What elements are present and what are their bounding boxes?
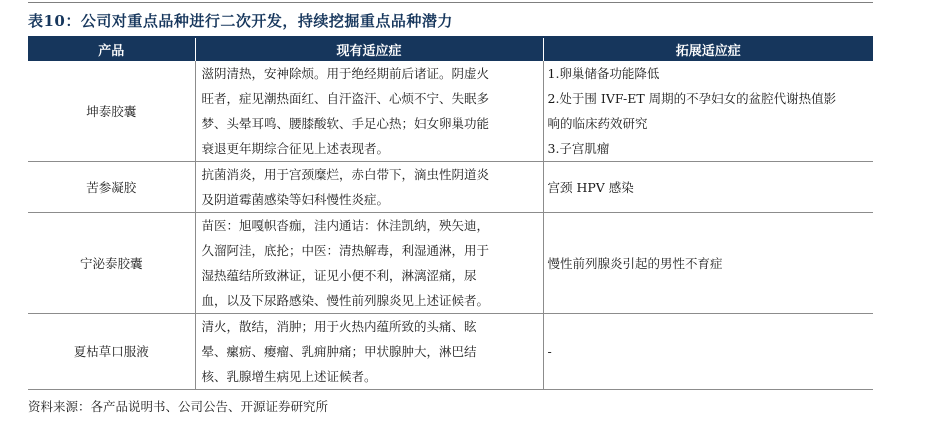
extended-indications-cell (543, 213, 873, 314)
text-line: 1.卵巢储备功能降低 (547, 66, 660, 81)
text-line: 2.处于围 IVF-ET 周期的不孕妇女的盆腔代谢热值影 (547, 91, 837, 106)
text-line: 湿热蕴结所致淋证，证见小便不利，淋漓涩痛，尿 (201, 268, 477, 283)
text-line: 旺者，症见潮热面红、自汗盗汗、心烦不宁、失眠多 (201, 91, 490, 106)
extended-indications-cell (543, 314, 873, 390)
text-line: 响的临床药效研究 (547, 116, 648, 131)
text-line: 及阴道霉菌感染等妇科慢性炎症。 (201, 192, 390, 207)
text-line: - (547, 344, 552, 359)
product-cell: 苦参凝胶 (28, 162, 195, 213)
header-extended-indications: 拓展适应症 (543, 38, 873, 61)
product-cell: 坤泰胶囊 (28, 61, 195, 162)
source-note: 资料来源：各产品说明书、公司公告、开源证券研究所 (28, 399, 329, 414)
table-row (28, 213, 873, 314)
text-line: 核、乳腺增生病见上述证候者。 (201, 369, 377, 384)
current-indications-cell (195, 61, 543, 162)
text-line: 晕、瘰疬、瘿瘤、乳痈肿痛；甲状腺肿大，淋巴结 (201, 344, 477, 359)
product-cell: 夏枯草口服液 (28, 314, 195, 390)
table-row (28, 61, 873, 162)
header-current-indications: 现有适应症 (195, 38, 543, 61)
text-line: 宫颈 HPV 感染 (547, 179, 634, 195)
table-title: 表10：公司对重点品种进行二次开发，持续挖掘重点品种潜力 (28, 12, 453, 30)
text-line: 滋阴清热，安神除烦。用于绝经期前后诸证。阴虚火 (201, 66, 490, 81)
current-indications-cell (195, 314, 543, 390)
text-line: 衰退更年期综合征见上述表现者。 (201, 141, 390, 156)
text-line: 抗菌消炎，用于宫颈糜烂，赤白带下，滴虫性阴道炎 (201, 167, 490, 182)
table-row (28, 162, 873, 213)
text-line: 苗医：旭嘎帜沓痂，洼内通诘：休洼凯纳，殃矢迪， (201, 218, 490, 233)
text-line: 久溜阿洼，底抡；中医：清热解毒，利湿通淋，用于 (201, 243, 490, 258)
extended-indications-cell (543, 162, 873, 213)
current-indications-cell (195, 162, 543, 213)
text-line: 清火，散结，消肿；用于火热内蕴所致的头痛、眩 (201, 319, 477, 334)
current-indications-cell (195, 213, 543, 314)
header-product: 产品 (28, 38, 195, 61)
text-line: 3.子宫肌瘤 (547, 141, 610, 156)
text-line: 慢性前列腺炎引起的男性不育症 (547, 255, 723, 271)
table-row (28, 314, 873, 390)
product-cell: 宁泌泰胶囊 (28, 213, 195, 314)
top-rule (28, 2, 873, 3)
header-row (28, 38, 873, 61)
text-line: 梦、头晕耳鸣、腰膝酸软、手足心热；妇女卵巢功能 (201, 116, 490, 131)
extended-indications-cell (543, 61, 873, 162)
indications-table (28, 38, 873, 390)
text-line: 血，以及下尿路感染、慢性前列腺炎见上述证候者。 (201, 293, 490, 308)
